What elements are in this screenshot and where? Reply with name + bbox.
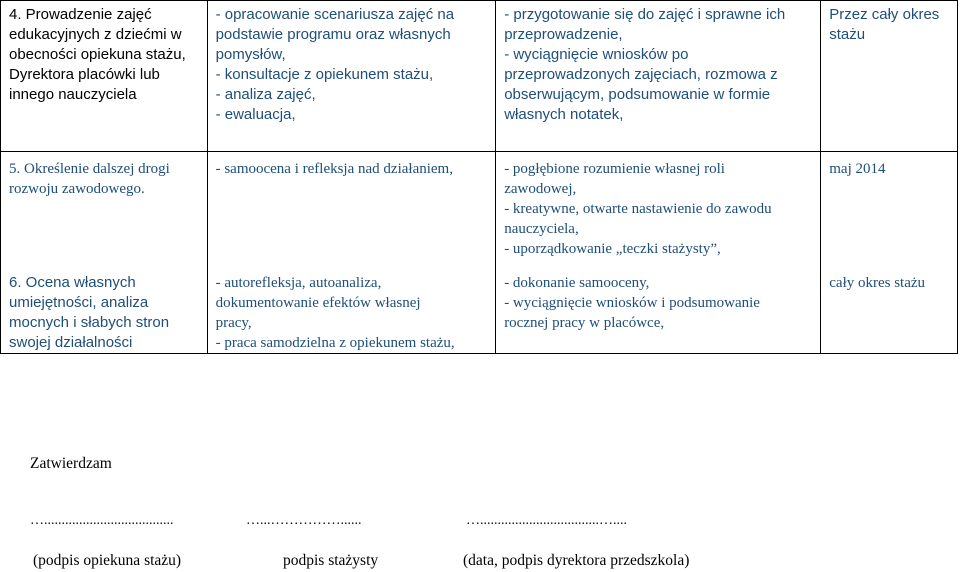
signature-caption-intern: podpis stażysty [283, 552, 379, 569]
stage-cell: 5. Określenie dalszej drogi rozwoju zawodowego. [1, 152, 208, 268]
signature-line-director: …..................................….... [466, 513, 627, 528]
stage-cell: 6. Ocena własnych umiejętności, analiza mocnych i słabych stron swojej działalności [1, 267, 208, 354]
signature-caption-director: (data, podpis dyrektora przedszkola) [463, 552, 690, 569]
signature-caption-mentor: (podpis opiekuna stażu) [33, 552, 182, 569]
effects-cell: - dokonanie samooceny, - wyciągnięcie wniosków i podsumowanie rocznej pracy w placówce, [496, 267, 821, 354]
stage-cell: 4. Prowadzenie zajęć edukacyjnych z dziećmi w obecności opiekuna stażu, Dyrektora placówki lub innego nauczyciela [1, 1, 208, 152]
table-row [1, 1, 958, 152]
deadline-cell: maj 2014 [821, 152, 958, 268]
approval-label: Zatwierdzam [30, 455, 112, 472]
tasks-cell: - samoocena i refleksja nad działaniem, [207, 152, 496, 268]
signature-line-intern: …...……………...... [246, 513, 362, 528]
table-row [1, 267, 958, 354]
tasks-cell: - opracowanie scenariusza zajęć na podstawie programu oraz własnych pomysłów, - konsultacje z opiekunem stażu, - analiza zajęć, - ewaluacja, [207, 1, 496, 152]
deadline-cell: cały okres stażu [821, 267, 958, 354]
effects-cell: - przygotowanie się do zajęć i sprawne ich przeprowadzenie, - wyciągnięcie wniosków po przeprowadzonych zajęciach, rozmowa z obserwującym, podsumowanie w formie własnych notatek, [496, 1, 821, 152]
table-row [1, 152, 958, 268]
effects-cell: - pogłębione rozumienie własnej roli zawodowej, - kreatywne, otwarte nastawienie do zawodu nauczyciela, - uporządkowanie „teczki stażysty”, [496, 152, 821, 268]
tasks-cell: - autorefleksja, autoanaliza, dokumentowanie efektów własnej pracy, - praca samodzielna z opiekunem stażu, [207, 267, 496, 354]
signature-line-mentor: …..................................... [30, 513, 174, 528]
deadline-cell: Przez cały okres stażu [821, 1, 958, 152]
